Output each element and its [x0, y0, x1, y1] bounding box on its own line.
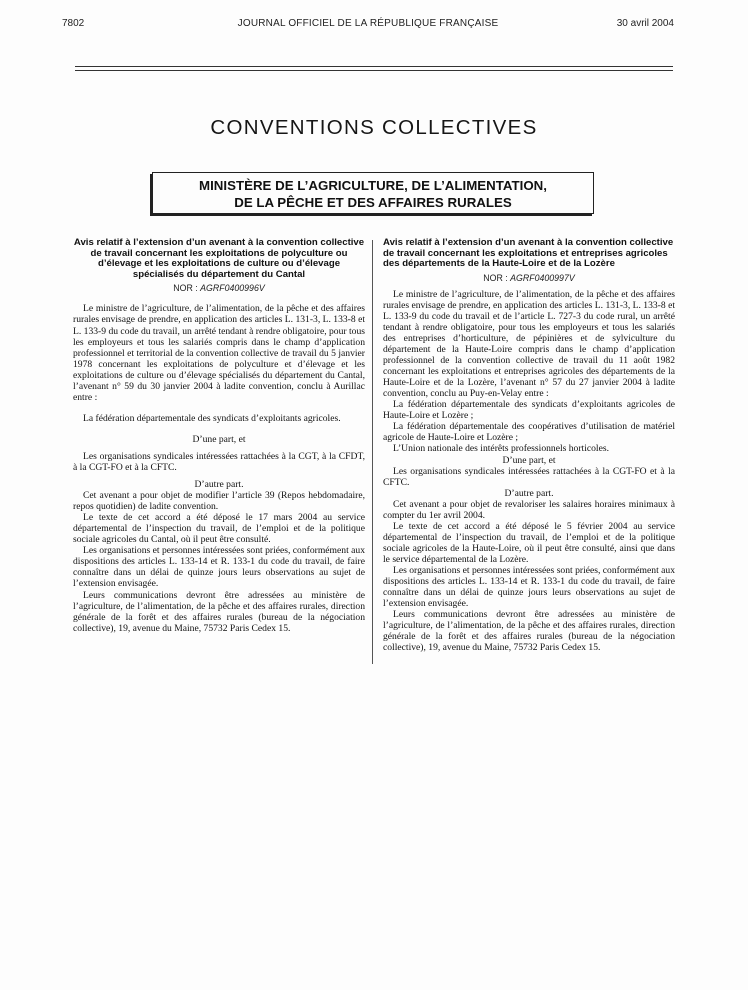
article-haute-loire-lozere — [383, 238, 675, 653]
paragraph: Le texte de cet accord a été déposé le 5 février 2004 au service départemental de l’inspection du travail, de l’emploi et de la politique sociale agricoles de la Haute-Loire, où il peut être consulté, ainsi que dans le service départemental de la Lozère. — [383, 520, 675, 565]
paragraph: Les organisations et personnes intéressées sont priées, conformément aux dispositions des articles L. 133-14 et R. 133-1 du code du travail, de faire connaître dans un délai de quinze jours leurs observations au sujet de l’extension envisagée. — [383, 565, 675, 610]
paragraph: Cet avenant a pour objet de revaloriser les salaires horaires minimaux à compter du 1er avril 2004. — [383, 498, 675, 521]
article-cantal — [73, 238, 365, 634]
paragraph: D’autre part. — [194, 479, 244, 491]
paragraph: Le texte de cet accord a été déposé le 17 mars 2004 au service départemental de l’inspection du travail, de l’emploi et de la politique sociale agricoles du Cantal, où il peut être consulté. — [73, 512, 365, 546]
nor-reference — [383, 273, 675, 284]
paragraph: L’Union nationale des intérêts professionnels horticoles. — [393, 443, 609, 455]
ministry-line-1: MINISTÈRE DE L’AGRICULTURE, DE L’ALIMENTATION, — [199, 178, 547, 193]
article-title: Avis relatif à l’extension d’un avenant à la convention collective de travail concernant les exploitations et entreprises agricoles des départements de la Haute-Loire et de la Lozère — [383, 237, 674, 270]
paragraph: D’une part, et — [502, 454, 556, 466]
nor-code: AGRF0400996V — [200, 283, 265, 294]
paragraph: La fédération départementale des syndicats d’exploitants agricoles. — [83, 412, 341, 424]
publication-date: 30 avril 2004 — [616, 18, 674, 29]
paragraph: Les organisations syndicales intéressées rattachées à la CGT-FO et à la CFTC. — [383, 465, 675, 488]
nor-label: NOR : — [173, 283, 198, 294]
nor-code: AGRF0400997V — [510, 272, 575, 283]
header-rule-top — [75, 66, 673, 67]
nor-label: NOR : — [483, 272, 508, 283]
article-title: Avis relatif à l’extension d’un avenant à la convention collective de travail concernant les exploitations de polyculture ou d’élevage et les exploitations de culture ou d’élevage spécialisés du département du Cantal — [73, 237, 365, 280]
paragraph: Leurs communications devront être adressées au ministère de l’agriculture, de l’alimentation, de la pêche et des affaires rurales, direction générale de la forêt et des affaires rurales (bureau de la négociation collective), 19, avenue du Maine, 75732 Paris Cedex 15. — [383, 609, 675, 654]
paragraph: Le ministre de l’agriculture, de l’alimentation, de la pêche et des affaires rurales envisage de prendre, en application des articles L. 131-3, L. 133-8 et L. 133-9 du code du travail et de l’article L. 727-3 du code rural, un arrêté tendant à rendre obligatoire, pour tous les employeurs et tous les salariés des entreprises d’horticulture, de pépinières et de sylviculture du département de la Haute-Loire compris dans le champ d’application professionnel de la convention collective de travail du 11 août 1982 concernant les exploitations et entreprises agricoles des départements de la Haute-Loire et de la Lozère, l’avenant n° 57 du 27 janvier 2004 à ladite convention, conclu au Puy-en-Velay entre : — [383, 288, 675, 400]
paragraph: Les organisations syndicales intéressées rattachées à la CGT, à la CFDT, à la CGT-FO et à la CFTC. — [73, 450, 365, 473]
paragraph: Leurs communications devront être adressées au ministère de l’agriculture, de l’alimentation, de la pêche et des affaires rurales, direction générale de la forêt et des affaires rurales (bureau de la négociation collective), 19, avenue du Maine, 75732 Paris Cedex 15. — [73, 589, 365, 634]
nor-reference — [73, 283, 365, 294]
paragraph: Le ministre de l’agriculture, de l’alimentation, de la pêche et des affaires rurales envisage de prendre, en application des articles L. 131-3, L. 133-8 et L. 133-9 du code du travail, un arrêté tendant à rendre obligatoire, pour tous les employeurs et tous les salariés compris dans le champ d’application professionnel et territorial de la convention collective de travail du 5 janvier 1978 concernant les exploitations de polyculture et d’élevage et les exploitations de culture ou d’élevage spécialisés du département du Cantal, l’avenant n° 59 du 30 janvier 2004 à ladite convention, conclu à Aurillac entre : — [73, 303, 365, 403]
ministry-box — [152, 172, 594, 214]
paragraph: Les organisations et personnes intéressées sont priées, conformément aux dispositions des articles L. 133-14 et R. 133-1 du code du travail, de faire connaître dans un délai de quinze jours leurs observations au sujet de l’extension envisagée. — [73, 545, 365, 590]
page-number: 7802 — [62, 18, 85, 29]
column-separator — [372, 240, 373, 664]
paragraph: La fédération départementale des syndicats d’exploitants agricoles de Haute-Loire et Lozère ; — [383, 399, 675, 422]
journal-title: JOURNAL OFFICIEL DE LA RÉPUBLIQUE FRANÇAISE — [237, 18, 499, 29]
paragraph: D’autre part. — [504, 487, 554, 499]
paragraph: Cet avenant a pour objet de modifier l’article 39 (Repos hebdomadaire, repos quotidien) de ladite convention. — [73, 490, 365, 513]
section-title: CONVENTIONS COLLECTIVES — [210, 116, 538, 139]
ministry-line-2: DE LA PÊCHE ET DES AFFAIRES RURALES — [234, 195, 512, 210]
header-rule-bottom — [75, 70, 673, 71]
paragraph: La fédération départementale des coopératives d’utilisation de matériel agricole de Haute-Loire et Lozère ; — [383, 421, 675, 444]
paragraph: D’une part, et — [192, 433, 246, 445]
